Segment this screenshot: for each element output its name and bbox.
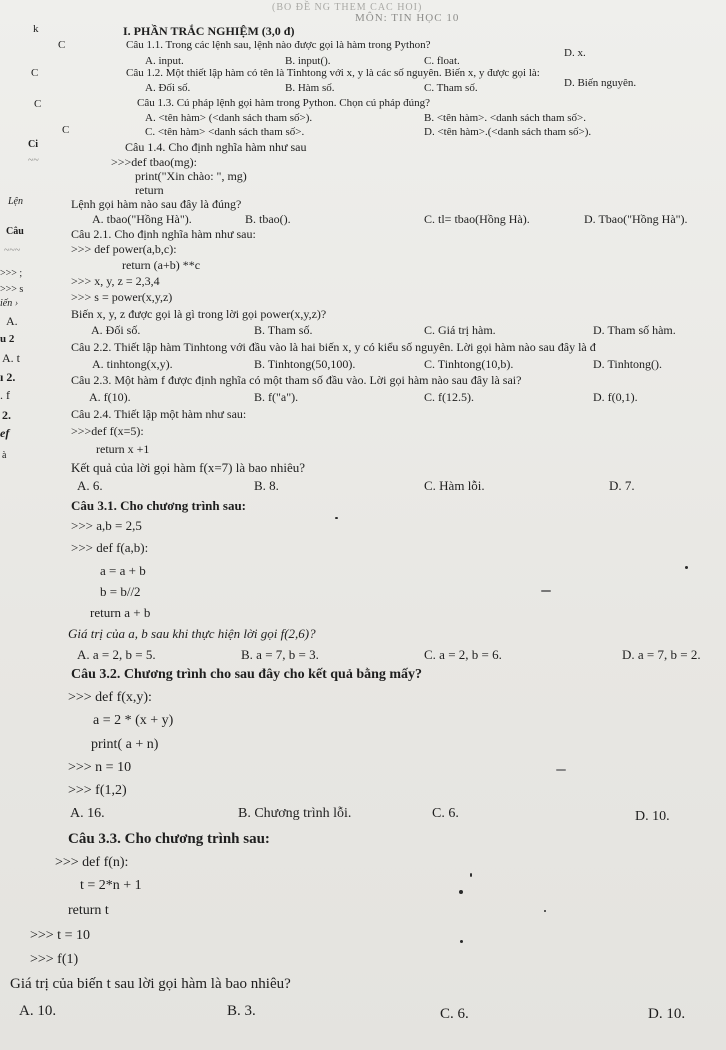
q2-3-option-c: C. f(12.5). <box>424 390 474 404</box>
code-line: >>> def f(n): <box>55 855 129 870</box>
q1-2-option-b: B. Hàm số. <box>285 82 335 94</box>
margin-fragment: ı 2. <box>0 370 16 384</box>
question-2-2: Câu 2.2. Thiết lập hàm Tinhtong với đầu vào là hai biến x, y có kiểu số nguyên. Lời gọi hàm nào sau đây là đ <box>71 340 596 354</box>
ink-speck <box>470 873 472 877</box>
code-line: >>>def f(x=5): <box>71 424 144 438</box>
q1-4-option-a: A. tbao("Hồng Hà"). <box>92 212 192 226</box>
q3-1-option-c: C. a = 2, b = 6. <box>424 647 502 662</box>
margin-fragment: C <box>62 124 70 136</box>
q2-1-option-b: B. Tham số. <box>254 323 313 337</box>
question-3-3-ask: Giá trị của biến t sau lời gọi hàm là bao nhiêu? <box>10 976 291 992</box>
question-1-3: Câu 1.3. Cú pháp lệnh gọi hàm trong Python. Chọn cú pháp đúng? <box>137 97 430 109</box>
code-line: a = 2 * (x + y) <box>93 713 174 728</box>
q1-1-option-c: C. float. <box>424 55 460 67</box>
q1-3-option-c: C. <tên hàm> <danh sách tham số>. <box>145 126 305 138</box>
margin-fragment: k <box>33 23 39 35</box>
margin-fragment: C <box>34 98 42 110</box>
code-line: >>> n = 10 <box>68 760 132 775</box>
q3-3-option-d: D. 10. <box>648 1006 686 1022</box>
margin-fragment: ~~~ <box>4 245 21 256</box>
code-line: return <box>135 183 164 197</box>
margin-fragment: à <box>2 450 7 461</box>
ink-speck <box>459 890 463 894</box>
margin-fragment: u 2 <box>0 333 15 345</box>
q2-2-option-b: B. Tinhtong(50,100). <box>254 357 356 371</box>
code-line: print("Xin chào: ", mg) <box>135 169 247 183</box>
q2-2-option-c: C. Tinhtong(10,b). <box>424 357 514 371</box>
q2-2-option-d: D. Tinhtong(). <box>593 357 663 371</box>
question-2-3: Câu 2.3. Một hàm f được định nghĩa có một tham số đầu vào. Lời gọi hàm nào sau đây là sai? <box>71 373 522 387</box>
q3-3-option-c: C. 6. <box>440 1006 469 1022</box>
ink-speck <box>460 940 463 943</box>
q3-1-option-a: A. a = 2, b = 5. <box>77 647 156 662</box>
q1-2-option-d: D. Biến nguyên. <box>564 77 637 89</box>
code-line: >>> x, y, z = 2,3,4 <box>71 274 160 288</box>
q3-3-option-b: B. 3. <box>227 1003 256 1019</box>
code-line: t = 2*n + 1 <box>80 878 142 893</box>
code-line: b = b//2 <box>100 584 141 599</box>
code-line: return x +1 <box>96 442 150 456</box>
q2-1-option-d: D. Tham số hàm. <box>593 323 676 337</box>
code-line: >>> s = power(x,y,z) <box>71 290 173 304</box>
question-2-4: Câu 2.4. Thiết lập một hàm như sau: <box>71 407 247 421</box>
q1-1-option-b: B. input(). <box>285 55 331 67</box>
margin-fragment: ~~ <box>28 155 39 166</box>
question-3-3: Câu 3.3. Cho chương trình sau: <box>68 831 270 847</box>
code-line: >>> t = 10 <box>30 928 90 943</box>
ink-speck <box>541 590 551 592</box>
q2-3-option-a: A. f(10). <box>89 390 131 404</box>
q3-2-option-b: B. Chương trình lỗi. <box>238 806 352 821</box>
margin-fragment: C <box>58 39 66 51</box>
margin-fragment: iến › <box>0 298 19 309</box>
question-1-1: Câu 1.1. Trong các lệnh sau, lệnh nào được gọi là hàm trong Python? <box>126 39 431 51</box>
question-3-2: Câu 3.2. Chương trình cho sau đây cho kết quả bằng mấy? <box>71 667 423 682</box>
question-2-1-ask: Biến x, y, z được gọi là gì trong lời gọi power(x,y,z)? <box>71 307 327 321</box>
margin-fragment: C <box>31 67 39 79</box>
code-line: return t <box>68 903 109 918</box>
q1-3-option-d: D. <tên hàm>.(<danh sách tham số>). <box>424 126 592 138</box>
q1-3-option-a: A. <tên hàm> (<danh sách tham số>). <box>145 112 313 124</box>
q2-2-option-a: A. tinhtong(x,y). <box>92 357 173 371</box>
q1-3-option-b: B. <tên hàm>. <danh sách tham số>. <box>424 112 586 124</box>
question-2-4-ask: Kết quả của lời gọi hàm f(x=7) là bao nhiêu? <box>71 460 306 475</box>
margin-fragment: >>> ; <box>0 268 23 279</box>
question-3-1: Câu 3.1. Cho chương trình sau: <box>71 498 247 513</box>
q2-4-option-b: B. 8. <box>254 478 279 493</box>
q1-1-option-a: A. input. <box>145 55 184 67</box>
q3-1-option-b: B. a = 7, b = 3. <box>241 647 319 662</box>
code-line: >>> a,b = 2,5 <box>71 518 142 533</box>
question-3-1-ask: Giá trị của a, b sau khi thực hiện lời gọi f(2,6)? <box>68 626 316 641</box>
q3-2-option-d: D. 10. <box>635 809 670 824</box>
q1-2-option-c: C. Tham số. <box>424 82 478 94</box>
q2-4-option-d: D. 7. <box>609 478 635 493</box>
q1-4-option-b: B. tbao(). <box>245 212 291 226</box>
question-1-2: Câu 1.2. Một thiết lập hàm có tên là Tinhtong với x, y là các số nguyên. Biến x, y được gọi là: <box>126 67 540 79</box>
q3-2-option-c: C. 6. <box>432 806 459 821</box>
q3-2-option-a: A. 16. <box>70 806 105 821</box>
code-line: return a + b <box>90 605 151 620</box>
q2-1-option-a: A. Đối số. <box>91 323 141 337</box>
header-subject: MÔN: TIN HỌC 10 <box>355 12 460 24</box>
q2-3-option-d: D. f(0,1). <box>593 390 638 404</box>
margin-fragment: >>> s <box>0 284 24 295</box>
ink-speck <box>335 517 338 519</box>
question-1-4: Câu 1.4. Cho định nghĩa hàm như sau <box>125 140 307 154</box>
question-2-1: Câu 2.1. Cho định nghĩa hàm như sau: <box>71 227 256 241</box>
code-line: >>> def power(a,b,c): <box>71 242 177 256</box>
header-top: (BO ĐỀ NG THEM CAC HOI) <box>272 2 423 13</box>
q1-4-option-d: D. Tbao("Hồng Hà"). <box>584 212 688 226</box>
margin-fragment: . f <box>0 388 10 402</box>
margin-fragment: ef <box>0 426 10 440</box>
code-line: a = a + b <box>100 563 146 578</box>
margin-fragment: Lện <box>8 196 23 207</box>
ink-speck <box>544 910 546 912</box>
code-line: >>> def f(a,b): <box>71 540 149 555</box>
q2-4-option-c: C. Hàm lỗi. <box>424 478 485 493</box>
margin-fragment: A. t <box>2 351 20 365</box>
code-line: >>> def f(x,y): <box>68 690 152 705</box>
code-line: print( a + n) <box>91 737 159 752</box>
margin-fragment: A. <box>6 314 18 328</box>
q1-4-option-c: C. tl= tbao(Hồng Hà). <box>424 212 530 226</box>
q3-1-option-d: D. a = 7, b = 2. <box>622 647 701 662</box>
q1-2-option-a: A. Đối số. <box>145 82 191 94</box>
code-line: >>>def tbao(mg): <box>111 155 197 169</box>
code-line: >>> f(1,2) <box>68 783 127 798</box>
q3-3-option-a: A. 10. <box>19 1003 57 1019</box>
code-line: >>> f(1) <box>30 952 79 967</box>
margin-fragment: 2. <box>2 408 11 422</box>
q2-3-option-b: B. f("a"). <box>254 390 299 404</box>
section-title: I. PHẦN TRẮC NGHIỆM (3,0 đ) <box>123 24 295 38</box>
margin-fragment: Ci <box>28 139 38 150</box>
q2-1-option-c: C. Giá trị hàm. <box>424 323 496 337</box>
margin-fragment: Câu <box>6 226 24 237</box>
q2-4-option-a: A. 6. <box>77 478 103 493</box>
ink-speck <box>685 566 688 569</box>
code-line: return (a+b) **c <box>122 258 201 272</box>
q1-1-option-d: D. x. <box>564 47 586 59</box>
ink-speck <box>556 769 566 771</box>
question-1-4-ask: Lệnh gọi hàm nào sau đây là đúng? <box>71 197 242 211</box>
